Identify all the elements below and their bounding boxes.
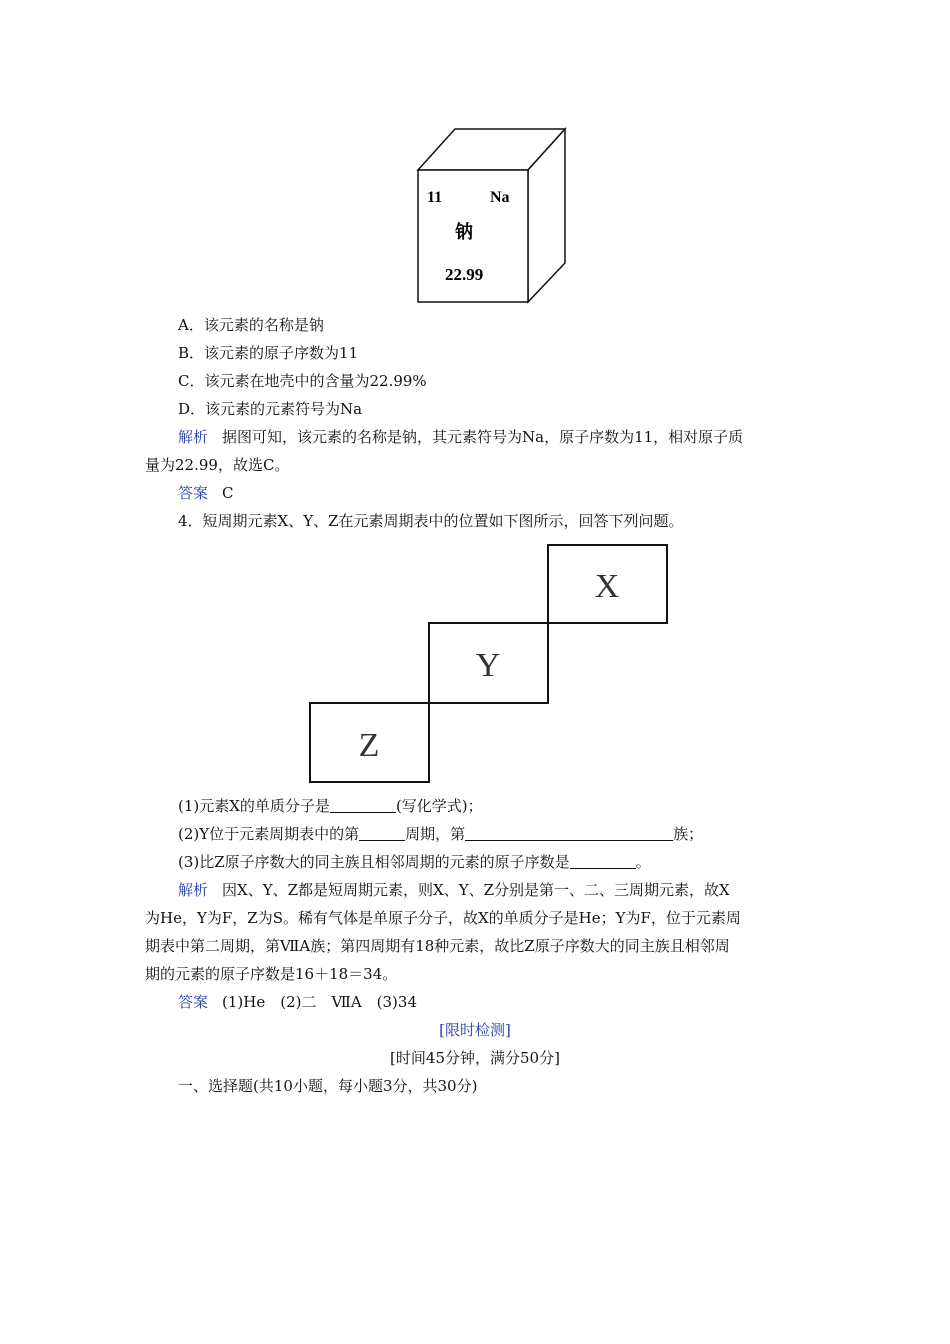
q4-analysis-line2: 为He，Y为F，Z为S。稀有气体是单原子分子，故X的单质分子是He；Y为F，位于元素周 [145,909,741,927]
option-a: A．该元素的名称是钠 [178,316,324,334]
q3-analysis-line1 [178,427,743,447]
option-b: B．该元素的原子序数为11 [178,344,359,362]
q3-analysis-text1: 据图可知，该元素的名称是钠，其元素符号为Na，原子序数为11，相对原子质 [222,428,744,446]
sub1-suffix: (写化学式)； [395,797,483,815]
section-title: [限时检测] [439,1021,511,1039]
q4-analysis-line3: 期表中第二周期，第ⅦA族；第四周期有18种元素，故比Z原子序数大的同主族且相邻周 [145,937,730,955]
q4-analysis-line1 [178,880,730,900]
sub1-text: (1)元素X的单质分子是 [178,797,330,815]
sub2-mid: 周期，第 [405,825,466,843]
analysis-label: 解析 [178,428,209,446]
answer-label: 答案 [178,484,209,502]
section-time: [时间45分钟，满分50分] [390,1049,560,1067]
q4-analysis-text1: 因X、Y、Z都是短周期元素，则X、Y、Z分别是第一、二、三周期元素，故X [222,881,730,899]
q3-answer-value: C [222,484,234,502]
blank-2 [359,825,405,841]
sub2-text: (2)Y位于元素周期表中的第 [178,825,360,843]
q4-sub2 [178,824,703,844]
element-card-figure [410,125,590,310]
q4-sub3 [178,852,651,872]
element-mass: 22.99 [445,265,484,284]
q4-answer-value: (1)He (2)二 ⅦA (3)34 [222,993,417,1011]
analysis-label: 解析 [178,881,209,899]
cell-y: Y [475,647,501,684]
blank-4 [570,853,636,869]
q3-answer [178,483,234,503]
q4-analysis-line4: 期的元素的原子序数是16＋18＝34。 [145,965,398,983]
sub3-text: (3)比Z原子序数大的同主族且相邻周期的元素的原子序数是 [178,853,570,871]
q4-stem: 4．短周期元素X、Y、Z在元素周期表中的位置如下图所示，回答下列问题。 [178,512,684,530]
element-name: 钠 [455,222,473,243]
cell-z: Z [358,727,380,764]
option-d: D．该元素的元素符号为Na [178,400,363,418]
section-part1: 一、选择题(共10小题，每小题3分，共30分) [178,1077,478,1095]
blank-1 [330,797,396,813]
q4-answer [178,992,417,1012]
element-symbol: Na [490,189,510,206]
answer-label: 答案 [178,993,209,1011]
periodic-table-figure [305,541,675,786]
q4-sub1 [178,796,483,816]
sub2-suffix: 族； [673,825,704,843]
sub3-suffix: 。 [635,853,651,871]
option-c: C．该元素在地壳中的含量为22.99% [178,372,427,390]
q3-analysis-line2: 量为22.99，故选C。 [145,456,290,474]
cell-x: X [594,568,620,605]
element-number: 11 [427,189,443,206]
blank-3 [465,825,673,841]
